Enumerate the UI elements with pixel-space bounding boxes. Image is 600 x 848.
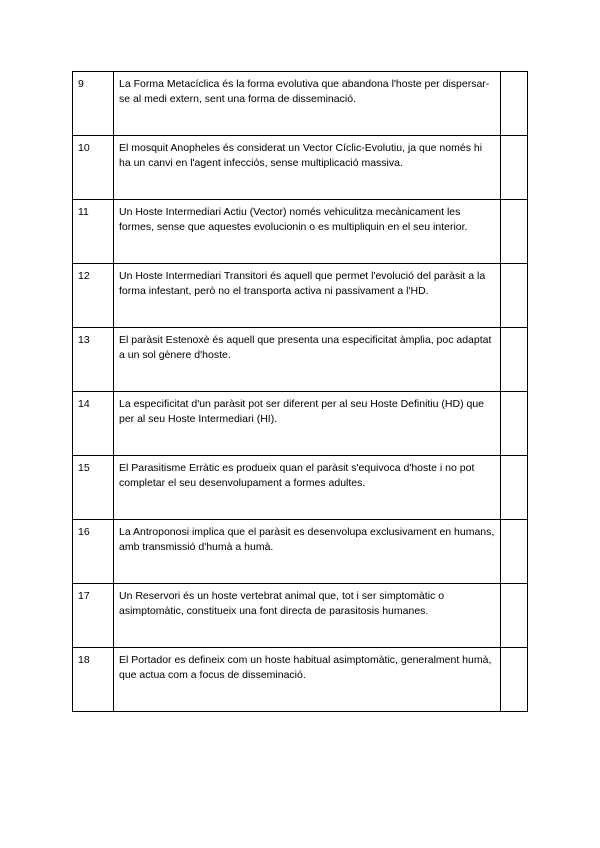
statement-number: 15	[73, 456, 114, 520]
table-row	[73, 200, 528, 264]
statement-text: La Antroponosi implica que el paràsit es desenvolupa exclusivament en humans, amb transmissió d'humà a humà.	[114, 520, 501, 584]
table-row	[73, 392, 528, 456]
statement-number: 10	[73, 136, 114, 200]
statement-text: El mosquit Anopheles és considerat un Vector Cíclic-Evolutiu, ja que només hi ha un canvi en l'agent infecciós, sense multiplicació massiva.	[114, 136, 501, 200]
statement-text: La especificitat d'un paràsit pot ser diferent per al seu Hoste Definitiu (HD) que per al seu Hoste Intermediari (HI).	[114, 392, 501, 456]
answer-cell[interactable]	[501, 328, 528, 392]
statement-text: Un Hoste Intermediari Actiu (Vector) només vehiculitza mecànicament les formes, sense que aquestes evolucionin o es multipliquin en el seu interior.	[114, 200, 501, 264]
table-row	[73, 648, 528, 712]
statement-number: 14	[73, 392, 114, 456]
statement-number: 16	[73, 520, 114, 584]
answer-cell[interactable]	[501, 520, 528, 584]
answer-cell[interactable]	[501, 200, 528, 264]
statement-text: Un Reservori és un hoste vertebrat animal que, tot i ser simptomàtic o asimptomàtic, constitueix una font directa de parasitosis humanes.	[114, 584, 501, 648]
statement-text: Un Hoste Intermediari Transitori és aquell que permet l'evolució del paràsit a la forma infestant, però no el transporta activa ni passivament a l'HD.	[114, 264, 501, 328]
answer-cell[interactable]	[501, 584, 528, 648]
table-row	[73, 264, 528, 328]
table-row	[73, 456, 528, 520]
table-row	[73, 72, 528, 136]
table-row	[73, 136, 528, 200]
statement-number: 12	[73, 264, 114, 328]
statement-number: 9	[73, 72, 114, 136]
statement-text: La Forma Metacíclica és la forma evolutiva que abandona l'hoste per dispersar-se al medi extern, sent una forma de disseminació.	[114, 72, 501, 136]
statement-number: 13	[73, 328, 114, 392]
answer-cell[interactable]	[501, 72, 528, 136]
answer-cell[interactable]	[501, 648, 528, 712]
statement-number: 11	[73, 200, 114, 264]
answer-cell[interactable]	[501, 392, 528, 456]
table-row	[73, 584, 528, 648]
statement-text: El Portador es defineix com un hoste habitual asimptomàtic, generalment humà, que actua com a focus de disseminació.	[114, 648, 501, 712]
answer-cell[interactable]	[501, 136, 528, 200]
answer-cell[interactable]	[501, 456, 528, 520]
table-row	[73, 520, 528, 584]
statement-number: 17	[73, 584, 114, 648]
statement-text: El paràsit Estenoxè és aquell que presenta una especificitat àmplia, poc adaptat a un sol gènere d'hoste.	[114, 328, 501, 392]
statement-number: 18	[73, 648, 114, 712]
statement-text: El Parasitisme Erràtic es produeix quan el paràsit s'equivoca d'hoste i no pot completar el seu desenvolupament a formes adultes.	[114, 456, 501, 520]
true-false-statements-table	[72, 71, 528, 712]
table-row	[73, 328, 528, 392]
answer-cell[interactable]	[501, 264, 528, 328]
